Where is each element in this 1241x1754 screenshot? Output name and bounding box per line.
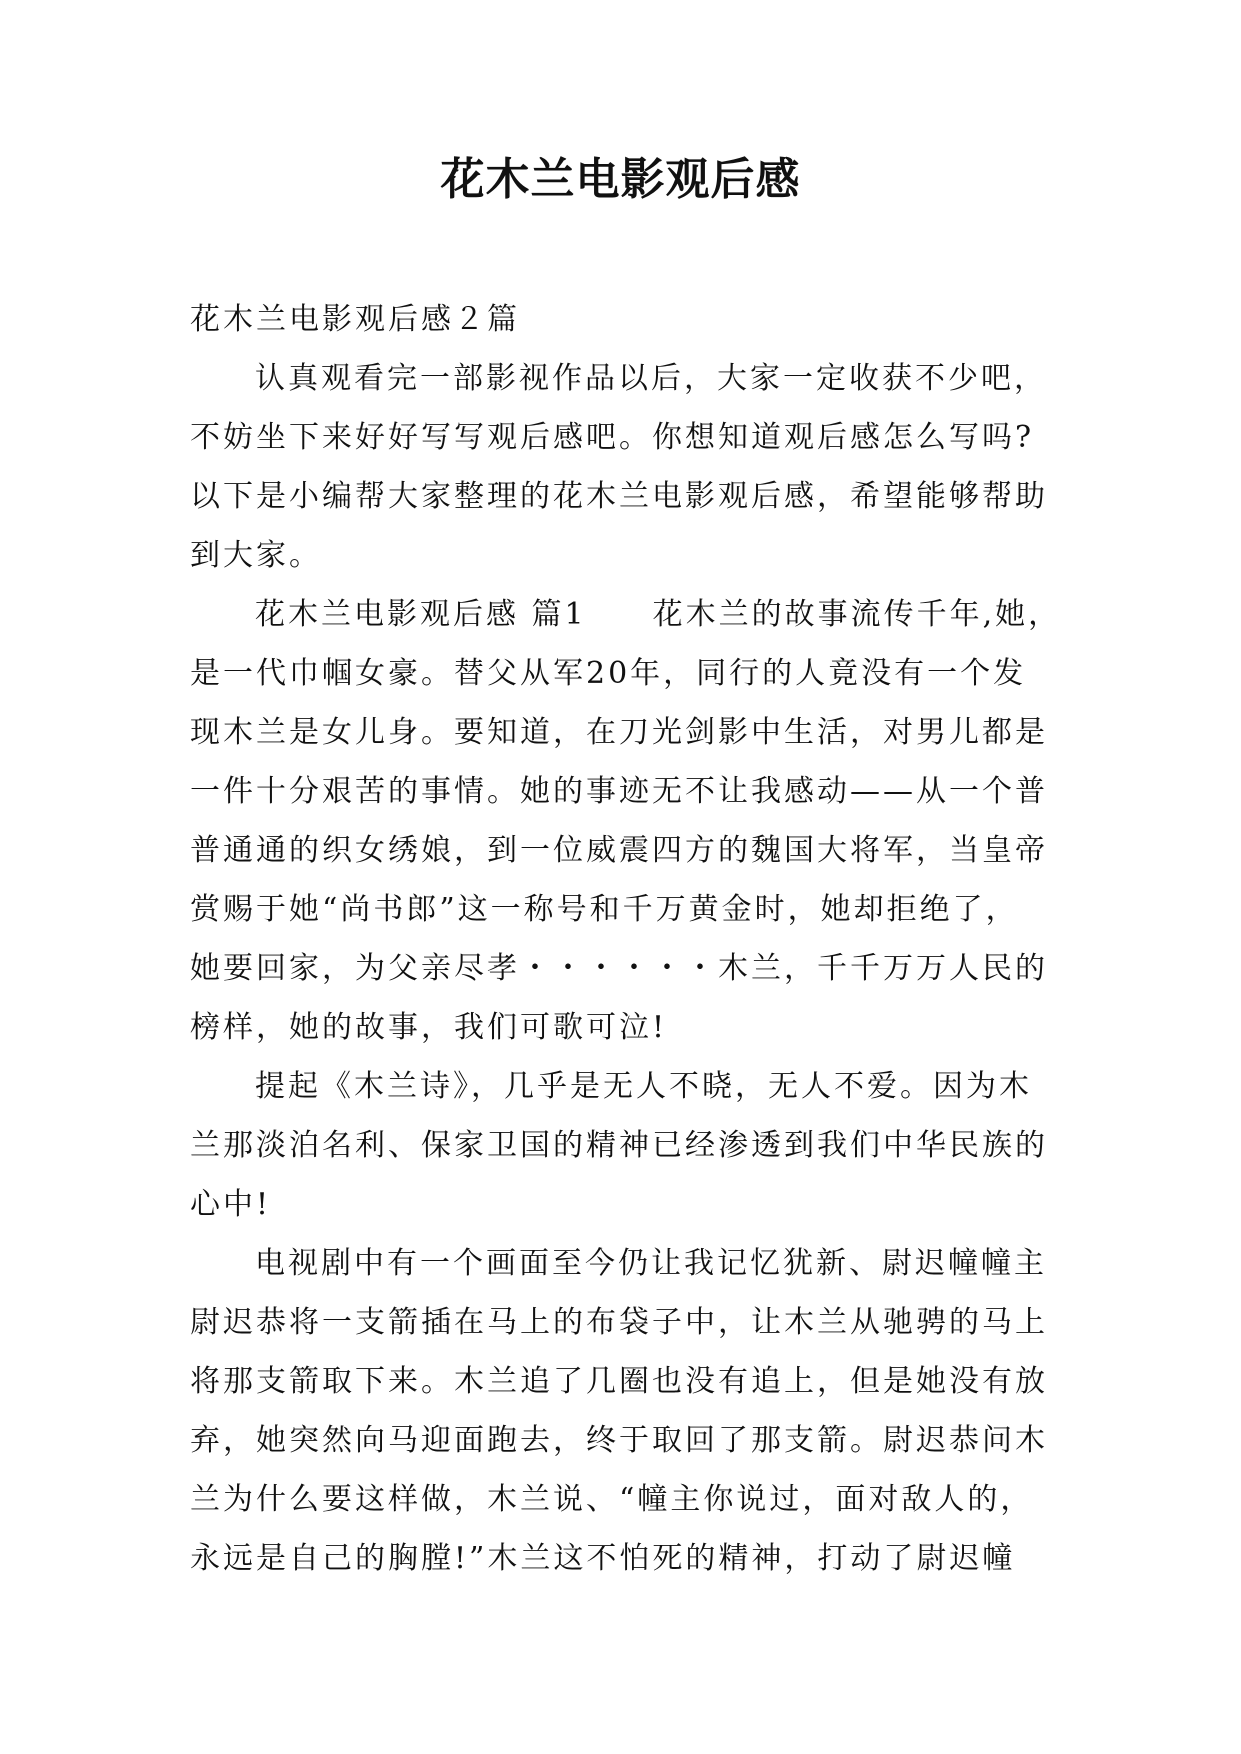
paragraph-line: 普通通的织女绣娘，到一位威震四方的魏国大将军，当皇帝 (190, 833, 1048, 868)
paragraph-line: 一件十分艰苦的事情。她的事迹无不让我感动——从一个普 (190, 774, 1048, 809)
paragraph-line: 到大家。 (190, 538, 322, 573)
paragraph-line: 兰那淡泊名利、保家卫国的精神已经渗透到我们中华民族的 (190, 1128, 1048, 1163)
paragraph-line: 弃，她突然向马迎面跑去，终于取回了那支箭。尉迟恭问木 (190, 1423, 1048, 1458)
paragraph-line: 榜样，她的故事，我们可歌可泣! (190, 1010, 668, 1045)
paragraph-line: 她要回家，为父亲尽孝・・・・・・木兰，千千万万人民的 (190, 951, 1048, 986)
document-body (190, 290, 1062, 1588)
paragraph-line: 提起《木兰诗》，几乎是无人不晓，无人不爱。因为木 (255, 1069, 1032, 1104)
paragraph-line: 以下是小编帮大家整理的花木兰电影观后感，希望能够帮助 (190, 479, 1048, 514)
paragraph-tv-scene (190, 1234, 1050, 1588)
paragraph-line: 电视剧中有一个画面至今仍让我记忆犹新、尉迟幢幢主 (255, 1246, 1047, 1281)
paragraph-line: 认真观看完一部影视作品以后，大家一定收获不少吧， (255, 361, 1047, 396)
paragraph-line: 赏赐于她“尚书郎”这一称号和千万黄金时，她却拒绝了， (190, 892, 1019, 927)
document-title: 花木兰电影观后感 (440, 154, 801, 205)
paragraph-line: 心中! (190, 1187, 272, 1222)
paragraph-line: 现木兰是女儿身。要知道，在刀光剑影中生活，对男儿都是 (190, 715, 1048, 750)
paragraph-line: 永远是自己的胸膛!”木兰这不怕死的精神，打动了尉迟幢 (190, 1541, 1016, 1576)
paragraph-mulan-poem (190, 1057, 1050, 1234)
paragraph-line: 不妨坐下来好好写写观后感吧。你想知道观后感怎么写吗? (190, 420, 1035, 455)
paragraph-line: 是一代巾帼女豪。替父从军20年，同行的人竟没有一个发 (190, 656, 1027, 691)
document-subtitle: 花木兰电影观后感２篇 (190, 302, 520, 337)
paragraph-line: 尉迟恭将一支箭插在马上的布袋子中，让木兰从驰骋的马上 (190, 1305, 1048, 1340)
paragraph-essay-1 (190, 585, 1062, 1057)
paragraph-line: 花木兰电影观后感 篇1 花木兰的故事流传千年,她， (255, 597, 1062, 632)
paragraph-intro (190, 349, 1050, 585)
paragraph-line: 兰为什么要这样做，木兰说、“幢主你说过，面对敌人的， (190, 1482, 1034, 1517)
paragraph-line: 将那支箭取下来。木兰追了几圈也没有追上，但是她没有放 (190, 1364, 1048, 1399)
